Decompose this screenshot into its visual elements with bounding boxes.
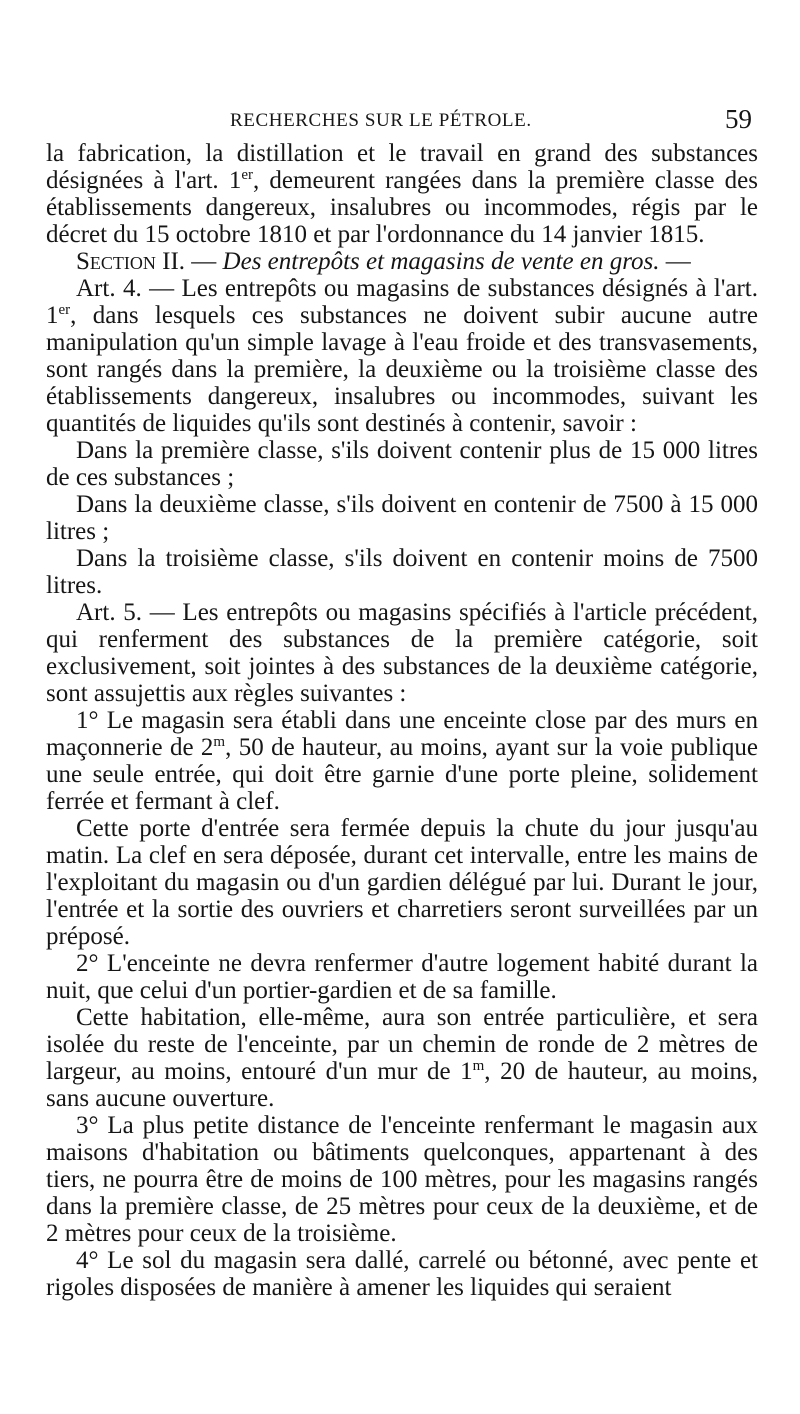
- body-text: [46, 140, 758, 1301]
- running-title: RECHERCHES SUR LE PÉTROLE.: [230, 110, 532, 131]
- section-title: Des entrepôts et magasins de vente en gros.: [222, 248, 660, 275]
- section-dash: —: [185, 248, 223, 275]
- superscript: er: [241, 167, 254, 183]
- paragraph-text: , dans lesquels ces substances ne doivent subir aucune autre manipulation qu'un simple lavage à l'eau froide et des transvasements, sont rangés dans la première, la deuxième ou la troisième classe des établissements dangereux, insalubres ou incommodes, suivant les quantités de liquides qu'ils sont destinés à contenir, savoir :: [46, 302, 758, 437]
- page-number: 59: [725, 104, 752, 134]
- paragraph-text: 1° Le magasin sera établi dans une enceinte close par des murs en maçonnerie de 2: [46, 707, 758, 761]
- paragraph-second-class: Dans la deuxième classe, s'ils doivent en contenir de 7500 à 15 000 litres ;: [46, 491, 758, 545]
- paragraph-text: Art. 4. — Les entrepôts ou magasins de substances désignés à l'art. 1: [46, 275, 758, 329]
- paragraph-text: , 20 de hauteur, au moins, sans aucune ouverture.: [46, 1058, 758, 1112]
- superscript: m: [472, 1058, 485, 1074]
- paragraph-third-class: Dans la troisième classe, s'ils doivent en contenir moins de 7500 litres.: [46, 545, 758, 599]
- paragraph-text: Cette habitation, elle-même, aura son entrée particulière, et sera isolée du reste de l'enceinte, par un chemin de ronde de 2 mètres de largeur, au moins, entouré d'un mur de 1: [46, 1004, 758, 1085]
- paragraph-rule-3: 3° La plus petite distance de l'enceinte renfermant le magasin aux maisons d'habitation ou bâtiments quelconques, appartenant à des tiers, ne pourra être de moins de 100 mètres, pour les magasins rangés dans la première classe, de 25 mètres pour ceux de la deuxième, et de 2 mètres pour ceux de la troisième.: [46, 1112, 758, 1247]
- paragraph-rule-2: 2° L'enceinte ne devra renfermer d'autre logement habité durant la nuit, que celui d'un portier-gardien et de sa famille.: [46, 950, 758, 1004]
- paragraph-first-class: Dans la première classe, s'ils doivent contenir plus de 15 000 litres de ces substances ;: [46, 437, 758, 491]
- superscript: m: [213, 734, 226, 750]
- paragraph-rule-4: 4° Le sol du magasin sera dallé, carrelé ou bétonné, avec pente et rigoles disposées de manière à amener les liquides qui seraient: [46, 1247, 758, 1301]
- paragraph-text: , 50 de hauteur, au moins, ayant sur la voie publique une seule entrée, qui doit être garnie d'une porte pleine, solidement ferrée et fermant à clef.: [46, 734, 758, 815]
- paragraph-dwelling: [46, 1004, 758, 1112]
- section-heading: [46, 248, 758, 275]
- paragraph-article-4: [46, 275, 758, 437]
- paragraph-article-5: Art. 5. — Les entrepôts ou magasins spécifiés à l'article précédent, qui renferment des substances de la première catégorie, soit exclusivement, soit jointes à des substances de la deuxième catégorie, sont assujettis aux règles suivantes :: [46, 599, 758, 707]
- superscript: er: [58, 302, 71, 318]
- paragraph-text: la fabrication, la distillation et le travail en grand des substances désignées à l'art. 1: [46, 140, 758, 194]
- section-label: Section II.: [76, 248, 186, 275]
- paragraph-door: Cette porte d'entrée sera fermée depuis la chute du jour jusqu'au matin. La clef en sera déposée, durant cet intervalle, entre les mains de l'exploitant du magasin ou d'un gardien délégué par lui. Durant le jour, l'entrée et la sortie des ouvriers et charretiers seront surveillées par un préposé.: [46, 815, 758, 950]
- paragraph-text: , demeurent rangées dans la première classe des établissements dangereux, insalubres ou incommodes, régis par le décret du 15 octobre 1810 et par l'ordonnance du 14 janvier 1815.: [46, 167, 758, 248]
- paragraph-rule-1: [46, 707, 758, 815]
- section-end: —: [659, 248, 691, 275]
- paragraph-continuation: [46, 140, 758, 248]
